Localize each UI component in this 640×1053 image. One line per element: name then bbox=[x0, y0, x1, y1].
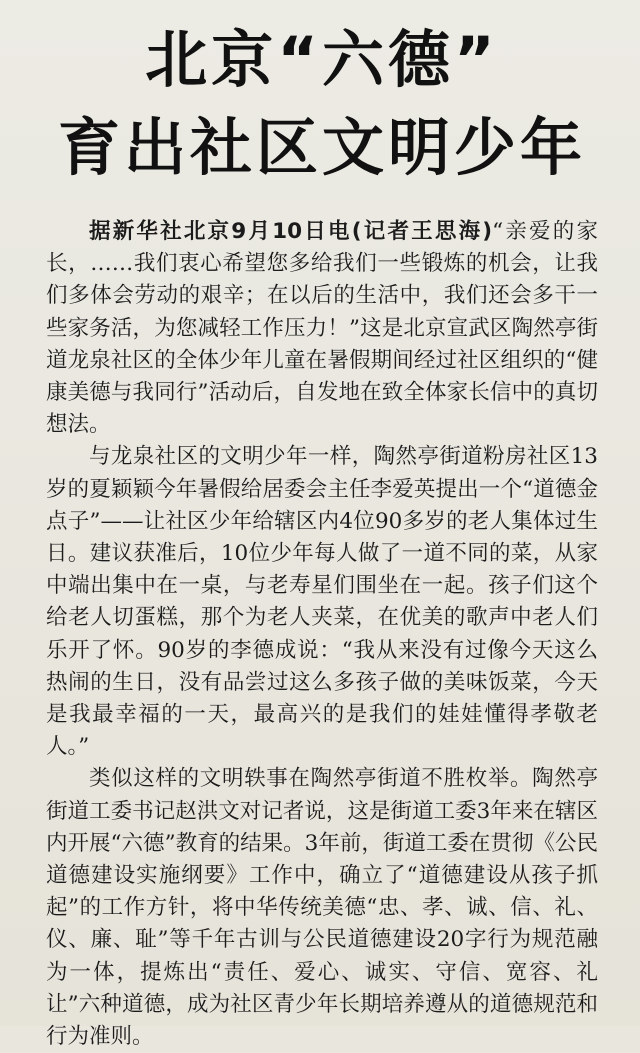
article-paragraph-3: 类似这样的文明轶事在陶然亭街道不胜枚举。陶然亭街道工委书记赵洪文对记者说，这是街道工委3年来在辖区内开展“六德”教育的结果。3年前，街道工委在贯彻《公民道德建设实施纲要》工作中，确立了“道德建设从孩子抓起”的工作方针，将中华传统美德“忠、孝、诚、信、礼、仪、廉、耻”等千年古训与公民道德建设20字行为规范融为一体，提炼出“责任、爱心、诚实、守信、宽容、礼让”六种道德，成为社区青少年长期培养遵从的道德规范和行为准则。 bbox=[46, 766, 598, 1050]
headline bbox=[46, 18, 598, 190]
dateline: 据新华社北京9月10日电(记者王思海) bbox=[89, 219, 493, 244]
headline-line-2: 育出社区文明少年 bbox=[57, 111, 586, 184]
paragraph-1-text: “亲爱的家长，……我们衷心希望您多给我们一些锻炼的机会，让我们多体会劳动的艰辛；在以后的生活中，我们还会多干一些家务活，为您减轻工作压力！”这是北京宣武区陶然亭街道龙泉社区的全体少年儿童在暑假期间经过社区组织的“健康美德与我同行”活动后，自发地在致全体家长信中的真切想法。 bbox=[46, 219, 598, 438]
headline-line-1: 北京“六德” bbox=[145, 23, 499, 96]
article-paragraph-2: 与龙泉社区的文明少年一样，陶然亭街道粉房社区13岁的夏颖颖今年暑假给居委会主任李爱英提出一个“道德金点子”——让社区少年给辖区内4位90多岁的老人集体过生日。建议获准后，10位少年每人做了一道不同的菜，从家中端出集中在一桌，与老寿星们围坐在一起。孩子们这个给老人切蛋糕，那个为老人夹菜，在优美的歌声中老人们乐开了怀。90岁的李德成说：“我从来没有过像今天这么热闹的生日，没有品尝过这么多孩子做的美味饭菜，今天是我最幸福的一天，最高兴的是我们的娃娃懂得孝敬老人。” bbox=[46, 444, 598, 760]
article-body bbox=[46, 216, 598, 1053]
article-paragraph-1 bbox=[46, 216, 598, 441]
